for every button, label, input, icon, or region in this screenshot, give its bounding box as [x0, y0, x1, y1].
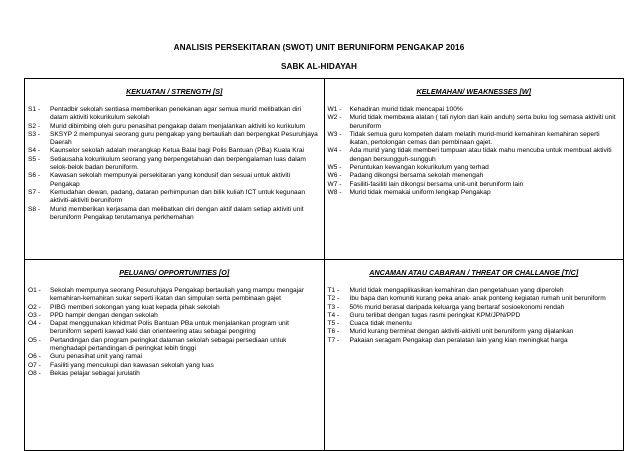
item-text: Fasiliti yang mencukupi dan kawasan sekolah yang luas	[50, 361, 214, 369]
list-item	[28, 320, 320, 337]
item-text: PIBG memberi sokongan yang kuat kepada pihak sekolah	[50, 303, 220, 311]
list-item	[328, 328, 620, 336]
item-text: Kemudahan dewan, padang, dataran perhimpunan dan bilik kuliah ICT untuk kegunaan aktiviti-aktiviti beruniform	[50, 188, 306, 205]
item-text: Murid kurang berminat dengan aktiviti-aktiviti unit beruniform yang dijalankan	[349, 328, 574, 336]
list-item	[28, 304, 320, 312]
item-code: S4 -	[28, 147, 41, 155]
list-item	[328, 312, 620, 320]
item-text: Guru terlibat dengan tugas rasmi peringkat KPM/JPN/PPD	[349, 311, 521, 319]
item-text: Murid memberikan kerjasama dan melibatkan diri dengan aktif dalam setiap aktiviti unit beruniform Pengakap terutamanya perkhemahan	[50, 205, 304, 221]
item-text: Murid tidak memakai uniform lengkap Pengakap	[349, 188, 491, 196]
item-text: Pakaian seragam Pengakap dan peralatan lain yang kian meningkat harga	[349, 336, 568, 344]
list-item	[28, 106, 320, 123]
threats-heading: ANCAMAN ATAU CABARAN / THREAT OR CHALLANGE [T/C]	[369, 268, 579, 277]
list-item	[328, 337, 620, 345]
list-item	[28, 362, 320, 370]
item-code: W4 -	[327, 147, 342, 155]
item-text: Murid tidak mengaplikasikan kemahiran dan pengetahuan yang diperoleh	[349, 287, 564, 294]
list-item	[328, 106, 620, 114]
item-code: O6 -	[28, 353, 41, 361]
item-code: O5 -	[28, 336, 41, 344]
item-text: Pentadbir sekolah sentiasa memberikan penekanan agar semua murid melibatkan diri dalam aktiviti kokurikulum sekolah	[50, 106, 302, 122]
document-subtitle: SABK AL-HIDAYAH	[280, 62, 358, 71]
list-item	[328, 172, 620, 180]
list-item	[28, 353, 320, 361]
item-code: W6 -	[327, 172, 342, 180]
item-text: Guru penasihat unit yang ramai	[50, 353, 143, 361]
item-code: W8 -	[327, 188, 342, 196]
swot-table	[24, 78, 624, 451]
swot-row-top	[25, 79, 624, 260]
item-code: O1 -	[28, 287, 41, 294]
item-code: W5 -	[327, 164, 342, 172]
weaknesses-list	[325, 106, 624, 197]
item-code: T5 -	[327, 320, 340, 328]
item-text: Dapat menggunakan khidmat Polis Bantuan PBa untuk menjalankan program unit beruniform seperti kawad kaki dan orienteering atau sebagai pengiring	[50, 320, 289, 336]
item-text: Cuaca tidak menentu	[349, 320, 412, 328]
list-item	[328, 147, 620, 164]
list-item	[328, 287, 620, 295]
item-text: Setiausaha kokurikulum seorang yang berpengetahuan dan berpengalaman luas dalam selok-belok badan beruniform.	[50, 155, 306, 172]
item-text: Bekas pelajar sebagai jurulatih	[50, 369, 140, 377]
item-code: T4 -	[327, 311, 340, 319]
list-item	[28, 206, 320, 223]
weaknesses-heading: KELEMAHAN/ WEAKNESSES [W]	[416, 87, 532, 96]
list-item	[328, 189, 620, 197]
item-text: Padang dikongsi bersama sekolah menengah	[349, 172, 484, 180]
list-item	[328, 114, 620, 131]
list-item	[28, 312, 320, 320]
item-code: T1 -	[327, 287, 340, 294]
list-item	[28, 131, 320, 148]
list-item	[28, 189, 320, 206]
list-item	[28, 123, 320, 131]
threats-cell	[324, 260, 624, 451]
item-text: Murid tidak membawa alatan ( tali nylon dan kain anduh) serta buku log semasa aktiviti unit beruniform	[349, 114, 616, 130]
item-text: Ibu bapa dan komuniti kurang peka anak- anak ponteng kegiatan rumah unit beruniform	[349, 295, 606, 303]
document-title: ANALISIS PERSEKITARAN (SWOT) UNIT BERUNIFORM PENGAKAP 2016	[173, 43, 465, 52]
item-code: S8 -	[28, 205, 41, 213]
item-text: Kehadiran murid tidak mencapai 100%	[349, 106, 463, 113]
item-code: S7 -	[28, 188, 41, 196]
item-text: Sekolah mempunya seorang Pesuruhjaya Pengakap bertauliah yang mampu mengajar kemahiran-kemahiran sukar seperti ikatan dan simpulan serta pembinaan gajet	[50, 287, 305, 303]
item-text: Kaunselor sekolah adalah merangkap Ketua Balai bagi Polis Bantuan (PBa) Kuala Krai	[50, 147, 305, 155]
item-code: O2 -	[28, 303, 41, 311]
list-item	[28, 370, 320, 378]
item-code: W1 -	[327, 106, 342, 113]
item-code: W7 -	[327, 180, 342, 188]
list-item	[328, 181, 620, 189]
swot-row-bottom	[25, 260, 624, 451]
list-item	[28, 337, 320, 354]
opportunities-cell	[25, 260, 325, 451]
item-text: Ada murid yang tidak memberi tumpuan atau tidak mahu mencuba untuk membuat aktiviti dengan bersungguh-sungguh	[349, 147, 612, 163]
strengths-cell	[25, 79, 325, 260]
item-code: W2 -	[327, 114, 342, 122]
item-code: O3 -	[28, 311, 41, 319]
item-code: T6 -	[327, 328, 340, 336]
item-code: O7 -	[28, 361, 41, 369]
list-item	[28, 287, 320, 304]
item-code: S5 -	[28, 155, 41, 163]
item-code: S1 -	[28, 106, 41, 113]
list-item	[328, 131, 620, 148]
item-text: Kawasan sekolah mempunyai persekitaran yang kondusif dan sesuai untuk aktiviti Pengakap	[50, 172, 291, 188]
list-item	[328, 320, 620, 328]
list-item	[328, 164, 620, 172]
item-text: Tidak semua guru kompeten dalam melatih murid-murid kemahiran kemahiran seperti ikatan, pertolongan cemas dan pembinaan gajet.	[349, 130, 600, 147]
item-text: Pertandingan dan program peringkat dalaman sekolah sebagai persediaan untuk menghadapi pertandingan di peringkat lebih tinggi	[50, 336, 287, 353]
list-item	[28, 172, 320, 189]
opportunities-heading: PELUANG/ OPPORTUNITIES [O]	[119, 268, 230, 277]
item-text: PPD hampir dengan dengan sekolah	[50, 311, 158, 319]
strengths-list	[25, 106, 324, 222]
item-code: O8 -	[28, 369, 41, 377]
list-item	[28, 156, 320, 173]
item-code: S2 -	[28, 122, 41, 130]
item-code: T2 -	[327, 295, 340, 303]
item-text: Peruntukan kewangan kokurikulum yang terhad	[349, 164, 489, 172]
weaknesses-cell	[324, 79, 624, 260]
item-text: Fasiliti-fasiliti lain dikongsi bersama unit-unit beruniform lain	[349, 180, 524, 188]
item-code: T7 -	[327, 336, 340, 344]
item-code: S6 -	[28, 172, 41, 180]
list-item	[328, 304, 620, 312]
item-code: S3 -	[28, 130, 41, 138]
item-code: O4 -	[28, 320, 41, 328]
threats-list	[325, 287, 624, 345]
strengths-heading: KEKUATAN / STRENGTH [S]	[126, 87, 223, 96]
item-text: Murid dibimbing oleh guru penasihat pengakap dalam menjalankan aktiviti ko kurikulum	[50, 122, 306, 130]
opportunities-list	[25, 287, 324, 378]
item-text: SKSYP 2 mempunyai seorang guru pengakap yang bertauliah dan berpengkat Pesuruhjaya Daerah	[50, 130, 318, 147]
list-item	[328, 295, 620, 303]
item-code: T3 -	[327, 303, 340, 311]
item-text: 50% murid berasal daripada keluarga yang bertaraf sosioekonomi rendah	[349, 303, 565, 311]
list-item	[28, 147, 320, 155]
item-code: W3 -	[327, 130, 342, 138]
